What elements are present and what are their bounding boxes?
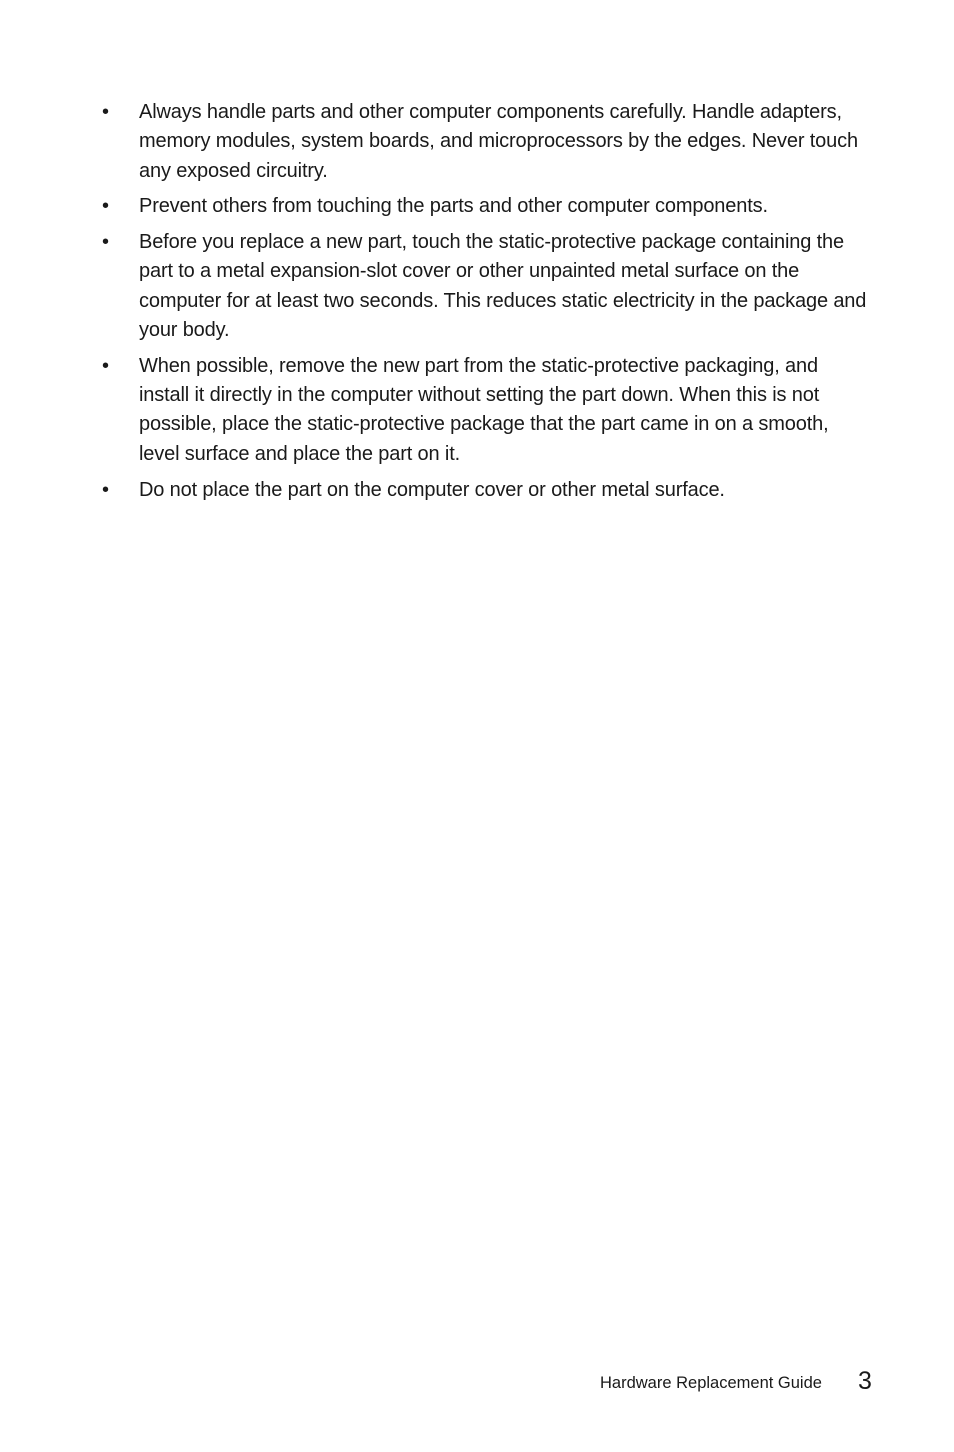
page-footer — [600, 1366, 880, 1400]
page-number: 3 — [858, 1367, 872, 1395]
page-content — [100, 98, 870, 511]
list-item-text: When possible, remove the new part from the static-protective packaging, and install it directly in the computer without setting the part down. When this is not possible, place the static-protective package that the part came in on a smooth, level surface and place the part on it. — [139, 354, 829, 465]
footer-title: Hardware Replacement Guide — [600, 1374, 822, 1392]
list-item-text: Before you replace a new part, touch the static-protective package containing the part to a metal expansion-slot cover or other unpainted metal surface on the computer for at least two seconds. This reduces static electricity in the package and your body. — [139, 231, 867, 342]
list-item — [100, 352, 870, 469]
list-item-text: Prevent others from touching the parts and other computer components. — [139, 195, 768, 218]
list-item — [100, 228, 870, 345]
list-item-text: Do not place the part on the computer cover or other metal surface. — [139, 478, 725, 501]
list-item — [100, 192, 870, 221]
bullet-icon: • — [102, 231, 109, 254]
bullet-icon: • — [102, 478, 109, 501]
list-item-text: Always handle parts and other computer components carefully. Handle adapters, memory modules, system boards, and microprocessors by the edges. Never touch any exposed circuitry. — [139, 101, 858, 182]
bullet-icon: • — [102, 354, 109, 377]
bullet-icon: • — [102, 195, 109, 218]
bullet-icon: • — [102, 101, 109, 123]
handling-guidelines-list — [100, 98, 870, 505]
list-item — [100, 98, 870, 186]
list-item — [100, 476, 870, 505]
